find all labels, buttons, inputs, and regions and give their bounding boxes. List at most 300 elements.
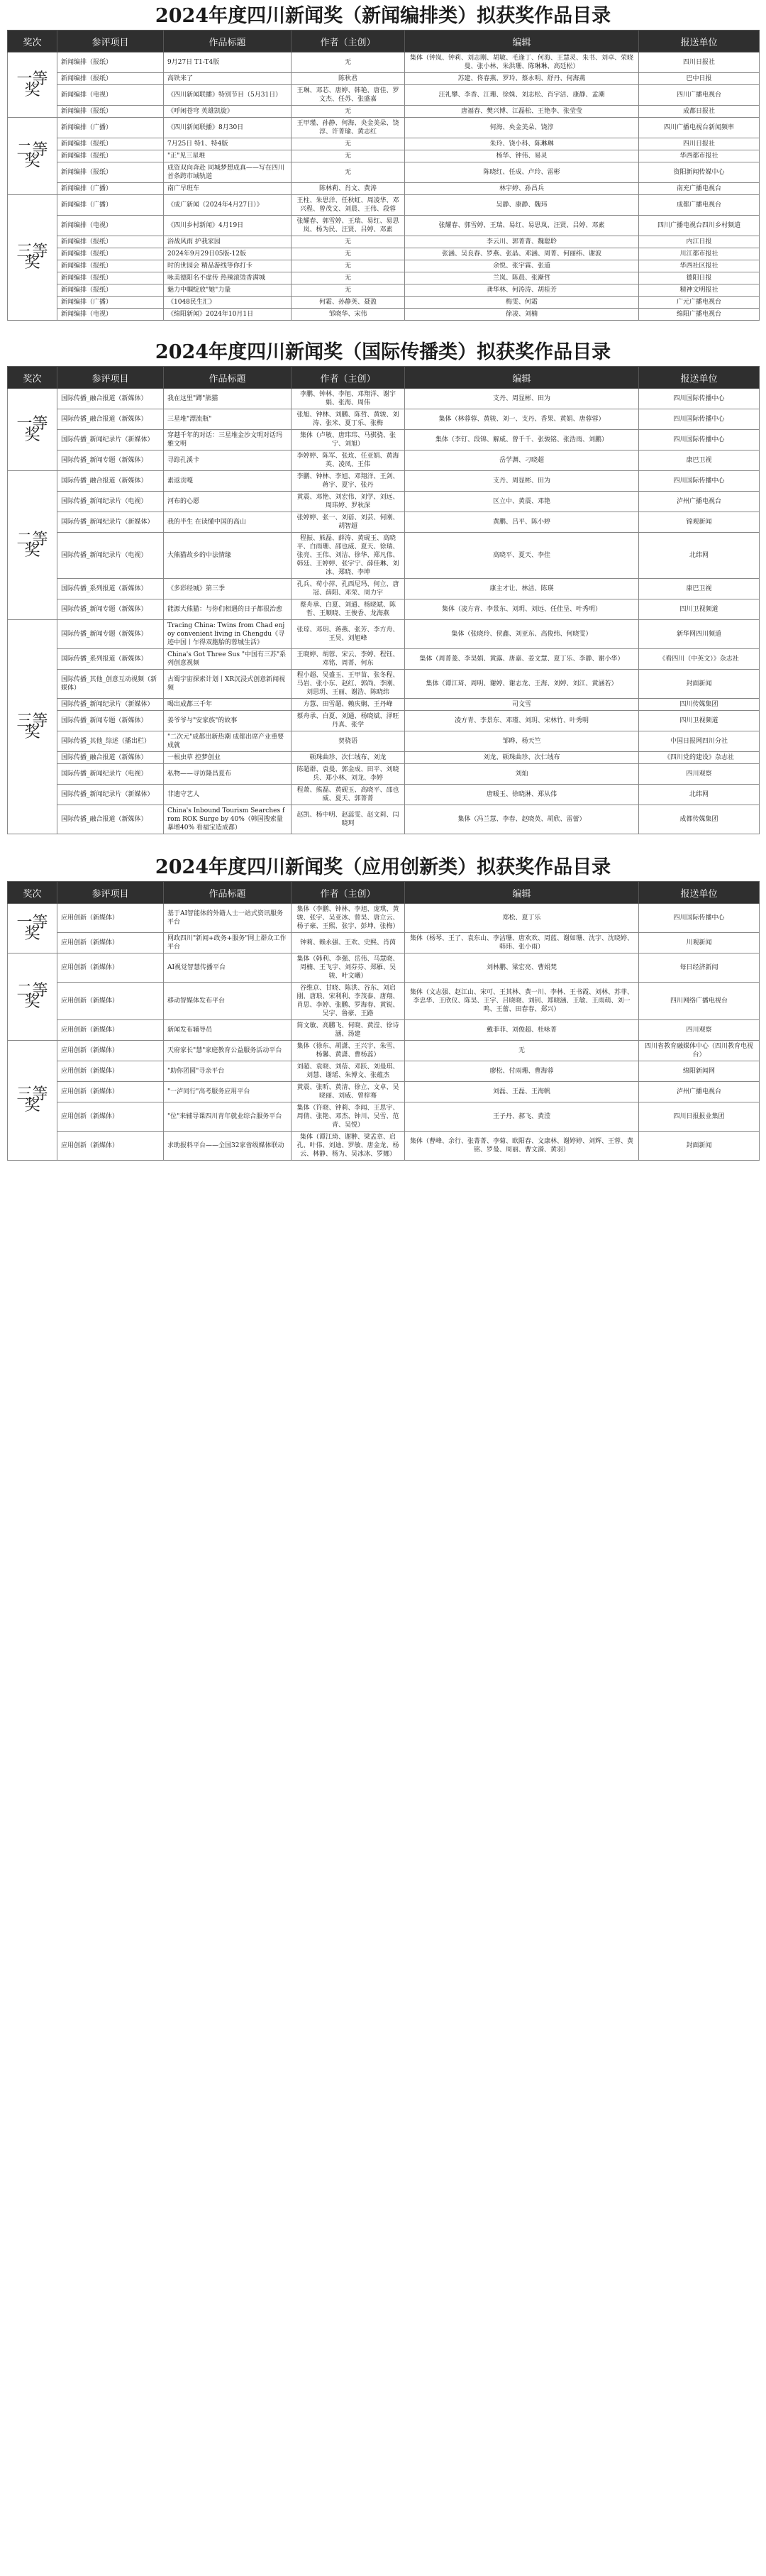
table-header-row xyxy=(8,367,760,389)
editor-cell: 张耀春、郭雪婷、王瑞、易红、易思岚、汪贤、吕婷、邓素 xyxy=(405,216,639,236)
editor-cell: 集体（文志强、赵江山、宋可、王其林、黄一川、李林、王书霞、刘林、苏菲、李忠华、王欣仪、陈昊、王宇、吕晓晓、刘钊、郑晓涵、王敏、王雨萌、刘一鸣、王蕾、田春春、郑兴） xyxy=(405,983,639,1020)
author-cell: 简文敏、高鹏飞、何晓、黄滢、徐诗涵、汤建 xyxy=(292,1020,405,1041)
editor-cell: 集体（林蓉蓉、黄骏、刘一、支丹、香果、黄娟、唐蓉蓉） xyxy=(405,409,639,430)
table-row xyxy=(8,785,760,805)
column-header: 作品标题 xyxy=(164,31,292,52)
award-table-section xyxy=(7,0,759,321)
author-cell: 无 xyxy=(292,236,405,248)
award-rank-cell: 三等奖 xyxy=(8,1041,57,1161)
editor-cell: 刘磊、王磊、王海帆 xyxy=(405,1082,639,1102)
author-cell: 谷维京、甘晓、陈洪、谷东、刘启刚、唐琅、宋利利、李茂泰、唐翔、肖思、李婷、张鹏、罗海春、黄锐、吴宇、鲁豪、王路 xyxy=(292,983,405,1020)
category-cell: 新闻编排（报纸） xyxy=(57,284,164,297)
table-row xyxy=(8,450,760,471)
work-title-cell: 喝出成都三千年 xyxy=(164,699,292,711)
column-header: 奖次 xyxy=(8,31,57,52)
work-title-cell: 穿越千年的对话：三星堆金沙文明对话玛雅文明 xyxy=(164,430,292,450)
table-row xyxy=(8,150,760,162)
work-title-cell: 私物——寻访隆昌夏布 xyxy=(164,764,292,785)
award-table xyxy=(7,30,760,321)
category-cell: 新闻编排（电视） xyxy=(57,85,164,106)
submitting-unit-cell: 每日经济新闻 xyxy=(639,953,760,983)
editor-cell: 汪礼攀、李香、江珊、徐姝、刘志松、肖宇洁、康静、孟潮 xyxy=(405,85,639,106)
author-cell: 张旭、钟林、刘鹏、陈哲、黄骏、刘涛、张米、夏丁乐、张梅 xyxy=(292,409,405,430)
author-cell: 无 xyxy=(292,106,405,118)
award-rank-cell: 三等奖 xyxy=(8,620,57,834)
category-cell: 新闻编排（电视） xyxy=(57,216,164,236)
award-rank-cell: 二等奖 xyxy=(8,953,57,1041)
table-title: 2024年度四川新闻奖（应用创新类）拟获奖作品目录 xyxy=(155,856,611,878)
category-cell: 国际传播_新闻纪录片（新媒体） xyxy=(57,785,164,805)
submitting-unit-cell: 四川国际传播中心 xyxy=(639,471,760,492)
category-cell: 新闻编排（报纸） xyxy=(57,272,164,284)
category-cell: 应用创新（新媒体） xyxy=(57,983,164,1020)
editor-cell: 集体（周菁菱、李昊娟、黄露、唐嘉、姜文慧、夏丁乐、李静、谢小华） xyxy=(405,649,639,670)
submitting-unit-cell: 泸州广播电视台 xyxy=(639,492,760,512)
table-row xyxy=(8,430,760,450)
author-cell: 邹晓华、宋伟 xyxy=(292,309,405,321)
submitting-unit-cell: 泸州广播电视台 xyxy=(639,1082,760,1102)
table-row xyxy=(8,649,760,670)
work-title-cell: AI视觉智慧传播平台 xyxy=(164,953,292,983)
table-row xyxy=(8,579,760,599)
category-cell: 新闻编排（广播） xyxy=(57,183,164,195)
editor-cell: 廖松、付雨珊、曹海蓉 xyxy=(405,1061,639,1082)
author-cell: 蔡舟承、白夏、刘通、杨晓斌、陈哲、王顺晓、王俊香、龙海燕 xyxy=(292,599,405,620)
editor-cell: 兰岚、陈晨、张漸哲 xyxy=(405,272,639,284)
column-header: 参评项目 xyxy=(57,882,164,904)
author-cell: 顿珠曲珍、次仁绒布、刘龙 xyxy=(292,752,405,764)
submitting-unit-cell: 四川卫视频道 xyxy=(639,711,760,731)
submitting-unit-cell: 北纬网 xyxy=(639,785,760,805)
table-row xyxy=(8,85,760,106)
author-cell: 贺骁语 xyxy=(292,731,405,752)
editor-cell: 凌方青、李景东、邓瑾、刘玥、宋林竹、叶秀明 xyxy=(405,711,639,731)
author-cell: 王琳、邓芯、唐婷、韩艳、唐佳、罗文杰、任苏、张盛嘉 xyxy=(292,85,405,106)
submitting-unit-cell: 四川国际传播中心 xyxy=(639,409,760,430)
category-cell: 国际传播_新闻纪录片（电视） xyxy=(57,492,164,512)
submitting-unit-cell: 四川网络广播电视台 xyxy=(639,983,760,1020)
table-row xyxy=(8,162,760,183)
work-title-cell: 《呼闲苍穹 英雄凯旋》 xyxy=(164,106,292,118)
submitting-unit-cell: 四川广播电视台新闻频率 xyxy=(639,118,760,138)
submitting-unit-cell: 华西都市报社 xyxy=(639,150,760,162)
submitting-unit-cell: 资阳新闻传媒中心 xyxy=(639,162,760,183)
work-title-cell: 浴战风雨 护我家园 xyxy=(164,236,292,248)
category-cell: 新闻编排（报纸） xyxy=(57,138,164,150)
work-title-cell: "正"见三星堆 xyxy=(164,150,292,162)
author-cell: 集体（许晓、钟莉、李闻、王思宇、周倩、张艳、邓杰、钟川、吴雪、范青、吴悦） xyxy=(292,1102,405,1132)
category-cell: 国际传播_新闻专题（新媒体） xyxy=(57,599,164,620)
editor-cell: 支丹、周显彬、田为 xyxy=(405,471,639,492)
work-title-cell: 《多彩经城》第三季 xyxy=(164,579,292,599)
category-cell: 新闻编排（广播） xyxy=(57,195,164,216)
award-table-section xyxy=(7,851,759,1161)
editor-cell: 梅雯、何霜 xyxy=(405,297,639,309)
category-cell: 新闻编排（电视） xyxy=(57,309,164,321)
author-cell: 蔡舟承、白夏、刘通、杨晓斌、泽旺丹真、张学 xyxy=(292,711,405,731)
submitting-unit-cell: 川江都市报社 xyxy=(639,248,760,260)
submitting-unit-cell: 内江日报 xyxy=(639,236,760,248)
submitting-unit-cell: 康巴卫视 xyxy=(639,450,760,471)
author-cell: 无 xyxy=(292,162,405,183)
submitting-unit-cell: 成都传媒集团 xyxy=(639,805,760,834)
column-header: 编辑 xyxy=(405,882,639,904)
table-title: 2024年度四川新闻奖（新闻编排类）拟获奖作品目录 xyxy=(155,5,611,27)
column-header: 参评项目 xyxy=(57,31,164,52)
author-cell: 刘超、袁晓、刘蓓、邓跃、刘曼琪、刘慧、谢瑶、朱博文、张蕴杰 xyxy=(292,1061,405,1082)
editor-cell: 吴静、康静、魏玮 xyxy=(405,195,639,216)
table-row xyxy=(8,471,760,492)
category-cell: 应用创新（新媒体） xyxy=(57,904,164,933)
award-rank-cell: 一等奖 xyxy=(8,52,57,118)
submitting-unit-cell: 锦观新闻 xyxy=(639,512,760,533)
column-header: 参评项目 xyxy=(57,367,164,389)
work-title-cell: 魅力中帼绽放"她"力量 xyxy=(164,284,292,297)
author-cell: 张琼、邓玥、蒋燕、张芳、李方舟、王昊、刘旭峰 xyxy=(292,620,405,649)
work-title-cell: 时的世园会 精品游线等你打卡 xyxy=(164,260,292,272)
editor-cell: 集体（凌方青、李景东、刘玥、刘远、任佳呈、叶秀明） xyxy=(405,599,639,620)
table-row xyxy=(8,933,760,953)
author-cell: 李鹏、钟林、李旭、邓翔洋、谢宇娟、张海、周伟 xyxy=(292,389,405,409)
editor-cell: 无 xyxy=(405,1041,639,1061)
category-cell: 国际传播_新闻纪录片（新媒体） xyxy=(57,699,164,711)
category-cell: 应用创新（新媒体） xyxy=(57,1132,164,1161)
award-rank-cell: 一等奖 xyxy=(8,904,57,953)
editor-cell: 区立中、黄震、邓艳 xyxy=(405,492,639,512)
editor-cell: 余悦、张宇霖、张道 xyxy=(405,260,639,272)
submitting-unit-cell: 四川观察 xyxy=(639,1020,760,1041)
submitting-unit-cell: 南充广播电视台 xyxy=(639,183,760,195)
work-title-cell: 基于AI智能体的外籍人士一站式资讯服务平台 xyxy=(164,904,292,933)
work-title-cell: 《1048民生汇》 xyxy=(164,297,292,309)
category-cell: 应用创新（新媒体） xyxy=(57,1082,164,1102)
submitting-unit-cell: 四川广播电视台 xyxy=(639,85,760,106)
award-rank-cell: 二等奖 xyxy=(8,118,57,195)
author-cell: 赵凯、杨中明、赵蕊雯、赵文莉、闫晓珂 xyxy=(292,805,405,834)
author-cell: 张婷婷、张一、刘蓓、刘芸、何刚、胡智超 xyxy=(292,512,405,533)
submitting-unit-cell: 封面新闻 xyxy=(639,670,760,699)
author-cell: 孔兵、苟小萍、孔西尼玛、何立、唐冠、薛阳、邓荣、周力宇 xyxy=(292,579,405,599)
work-title-cell: 素返贡嘎 xyxy=(164,471,292,492)
category-cell: 新闻编排（广播） xyxy=(57,297,164,309)
author-cell: 陈超群、袁曼、郭金成、田平、刘晓兵、郑小林、刘龙、李婷 xyxy=(292,764,405,785)
editor-cell: 张涵、吴良春、罗燕、张晶、邓涵、周菁、何丽纬、谢波 xyxy=(405,248,639,260)
table-row xyxy=(8,492,760,512)
editor-cell: 康主才让、林洁、陈瑛 xyxy=(405,579,639,599)
submitting-unit-cell: 成都日报社 xyxy=(639,106,760,118)
submitting-unit-cell: 四川日报社 xyxy=(639,52,760,73)
work-title-cell: 天府家长"慧"家庭教育公益服务活动平台 xyxy=(164,1041,292,1061)
table-row xyxy=(8,1041,760,1061)
table-row xyxy=(8,73,760,85)
award-table xyxy=(7,881,760,1161)
category-cell: 国际传播_新闻专题（新媒体） xyxy=(57,711,164,731)
editor-cell: 刘龙、顿珠曲珍、次仁绒布 xyxy=(405,752,639,764)
table-row xyxy=(8,195,760,216)
table-row xyxy=(8,752,760,764)
table-row xyxy=(8,272,760,284)
author-cell: 程萧、熊磊、黄砚玉、高晓平、邵也威、夏天、郭菁菁 xyxy=(292,785,405,805)
work-title-cell: 《四川新闻联播》特别节目（5月31日） xyxy=(164,85,292,106)
table-row xyxy=(8,138,760,150)
author-cell: 无 xyxy=(292,248,405,260)
work-title-cell: 《四川乡村新闻》4月19日 xyxy=(164,216,292,236)
award-table-section xyxy=(7,336,759,834)
table-row xyxy=(8,953,760,983)
editor-cell: 支丹、周显彬、田为 xyxy=(405,389,639,409)
editor-cell: 王子丹、郝飞、黄滢 xyxy=(405,1102,639,1132)
submitting-unit-cell: 四川日报报业集团 xyxy=(639,1102,760,1132)
author-cell: 张耀春、郭雪婷、王瑞、易红、易思岚、杨为民、汪贤、吕婷、邓素 xyxy=(292,216,405,236)
category-cell: 国际传播_融合报道（新媒体） xyxy=(57,409,164,430)
submitting-unit-cell: 绵阳新闻网 xyxy=(639,1061,760,1082)
column-header: 报送单位 xyxy=(639,367,760,389)
work-title-cell: 寻踪孔溪卡 xyxy=(164,450,292,471)
work-title-cell: 《四川新闻联播》8月30日 xyxy=(164,118,292,138)
editor-cell: 唐暖玉、徐晓淋、郑从伟 xyxy=(405,785,639,805)
editor-cell: 唐福春、樊兴博、江磊松、王艳李、张莹莹 xyxy=(405,106,639,118)
table-row xyxy=(8,711,760,731)
column-header: 编辑 xyxy=(405,31,639,52)
submitting-unit-cell: 四川卫视频道 xyxy=(639,599,760,620)
category-cell: 国际传播_新闻专题（新媒体） xyxy=(57,620,164,649)
author-cell: 无 xyxy=(292,284,405,297)
table-row xyxy=(8,983,760,1020)
work-title-cell: 大熊猫故乡的中法情缘 xyxy=(164,533,292,579)
author-cell: 黄震、邓艳、刘宏伟、刘学、刘远、周玮婷、罗秋深 xyxy=(292,492,405,512)
table-row xyxy=(8,731,760,752)
table-row xyxy=(8,409,760,430)
table-row xyxy=(8,118,760,138)
author-cell: 程小超、吴盛玉、王甲苗、张冬程、马岩、张小东、赵红、郭尚、李刚、刘思玥、王丽、谢浩、陈晓纬 xyxy=(292,670,405,699)
table-row xyxy=(8,1061,760,1082)
submitting-unit-cell: 四川省教育融媒体中心（四川教育电视台） xyxy=(639,1041,760,1061)
submitting-unit-cell: 四川传媒集团 xyxy=(639,699,760,711)
category-cell: 应用创新（新媒体） xyxy=(57,933,164,953)
work-title-cell: 非遗守艺人 xyxy=(164,785,292,805)
submitting-unit-cell: 绵阳广播电视台 xyxy=(639,309,760,321)
category-cell: 新闻编排（广播） xyxy=(57,118,164,138)
work-title-cell: "助你团圆"寻亲平台 xyxy=(164,1061,292,1082)
table-header-row xyxy=(8,31,760,52)
table-row xyxy=(8,248,760,260)
submitting-unit-cell: 巴中日报 xyxy=(639,73,760,85)
author-cell: 陈林莉、肖文、黄涛 xyxy=(292,183,405,195)
author-cell: 王晓婷、胡蓉、宋云、李婷、程钰、邓铭、周菁、何东 xyxy=(292,649,405,670)
submitting-unit-cell: 《四川党的建设》杂志社 xyxy=(639,752,760,764)
editor-cell: 集体（钟岚、钟莉、刘志刚、胡敏、毛逢丁、何海、王慧灵、朱书、刘卓、荣晓曼、张小林、朱洪珊、陈琳琳、高廷松） xyxy=(405,52,639,73)
column-header: 报送单位 xyxy=(639,882,760,904)
editor-cell: 刘林鹏、梁宏亮、曹娟梵 xyxy=(405,953,639,983)
work-title-cell: "二次元"成都出新热潮 成都出席产业重要成就 xyxy=(164,731,292,752)
column-header: 作品标题 xyxy=(164,367,292,389)
work-title-cell: 《成广新闻（2024年4月27日）》 xyxy=(164,195,292,216)
award-table xyxy=(7,366,760,834)
submitting-unit-cell: 新华网四川频道 xyxy=(639,620,760,649)
category-cell: 新闻编排（报纸） xyxy=(57,150,164,162)
editor-cell: 苏建、佟春燕、罗玲、蔡永明、舒丹、何海燕 xyxy=(405,73,639,85)
category-cell: 新闻编排（报纸） xyxy=(57,248,164,260)
table-row xyxy=(8,260,760,272)
author-cell: 无 xyxy=(292,52,405,73)
work-title-cell: 《绵阳新闻》2024年10月1日 xyxy=(164,309,292,321)
table-header-row xyxy=(8,882,760,904)
work-title-cell: 河布的心愿 xyxy=(164,492,292,512)
submitting-unit-cell: 《看四川（中英文）》杂志社 xyxy=(639,649,760,670)
column-header: 作品标题 xyxy=(164,882,292,904)
category-cell: 新闻编排（报纸） xyxy=(57,52,164,73)
category-cell: 应用创新（新媒体） xyxy=(57,1061,164,1082)
category-cell: 国际传播_新闻专题（新媒体） xyxy=(57,450,164,471)
author-cell: 程振、熊磊、薛涛、黄砚玉、高晓平、白雨珊、邵也威、夏天、徐瑞、张亮、王伟、刘洁、徐华、郑凡伟、韩廷、王婷婷、张宇宁、薛佳琳、刘冰、郑晓、李坤 xyxy=(292,533,405,579)
editor-cell: 集体（曹峰、余行、张菁菁、李菊、欧阳春、文康林、谢婷婷、刘辉、王蓉、黄铭、罗曼、周丽、曹文漪、黄羽） xyxy=(405,1132,639,1161)
work-title-cell: 能源大熊猫：与你们相遇的日子都很治愈 xyxy=(164,599,292,620)
editor-cell: 司文雪 xyxy=(405,699,639,711)
work-title-cell: 新闻发布辅导员 xyxy=(164,1020,292,1041)
editor-cell: 徐凌、刘楠 xyxy=(405,309,639,321)
category-cell: 新闻编排（报纸） xyxy=(57,260,164,272)
table-row xyxy=(8,904,760,933)
author-cell: 何霜、孙静英、聂盈 xyxy=(292,297,405,309)
work-title-cell: 求助报料平台——全国32家省级媒体联动 xyxy=(164,1132,292,1161)
category-cell: 新闻编排（报纸） xyxy=(57,106,164,118)
author-cell: 钟莉、赖永强、王欢、史熙、肖茵 xyxy=(292,933,405,953)
table-row xyxy=(8,52,760,73)
category-cell: 国际传播_融合报道（新媒体） xyxy=(57,389,164,409)
column-header: 作者（主创） xyxy=(292,367,405,389)
submitting-unit-cell: 四川国际传播中心 xyxy=(639,389,760,409)
editor-cell: 集体（谭江琦、周明、谢婷、谢志龙、王海、刘婷、刘江、黄涵若） xyxy=(405,670,639,699)
work-title-cell: 网政四川"新闻+政务+服务"网上群众工作平台 xyxy=(164,933,292,953)
submitting-unit-cell: 精神文明报社 xyxy=(639,284,760,297)
category-cell: 国际传播_新闻纪录片（电视） xyxy=(57,533,164,579)
author-cell: 李婷婷、陈军、张玫、任亚娟、黄海英、凌凤、王伟 xyxy=(292,450,405,471)
author-cell: 黄震、张昕、黄清、徐立、文卓、吴晓丽、刘威、曾梓骞 xyxy=(292,1082,405,1102)
table-row xyxy=(8,599,760,620)
category-cell: 国际传播_其他_创意互动视频（新媒体） xyxy=(57,670,164,699)
table-row xyxy=(8,1082,760,1102)
table-row xyxy=(8,1132,760,1161)
submitting-unit-cell: 封面新闻 xyxy=(639,1132,760,1161)
author-cell: 王柱、朱思洋、任秋虹、周凌华、邓兴程、曾茂文、刘晨、王伟、段蓉 xyxy=(292,195,405,216)
work-title-cell: 姜爷爷与"安家族"的故事 xyxy=(164,711,292,731)
column-header: 报送单位 xyxy=(639,31,760,52)
submitting-unit-cell: 四川国际传播中心 xyxy=(639,904,760,933)
table-row xyxy=(8,764,760,785)
work-title-cell: China's Inbound Tourism Searches from ROK Surge by 40%（韩国搜索量暴增40% 看福宝造成都） xyxy=(164,805,292,834)
work-title-cell: "一泸同行"高考服务应用平台 xyxy=(164,1082,292,1102)
column-header: 编辑 xyxy=(405,367,639,389)
author-cell: 集体（徐东、胡潇、王兴宇、朱雪、杨馨、黄潇、曹杨蕊） xyxy=(292,1041,405,1061)
author-cell: 无 xyxy=(292,138,405,150)
author-cell: 集体（韩利、李强、岳伟、马慧晓、周楠、王飞宇、刘芬芬、郑雁、吴骏、叶文曦） xyxy=(292,953,405,983)
submitting-unit-cell: 四川日报社 xyxy=(639,138,760,150)
submitting-unit-cell: 四川国际传播中心 xyxy=(639,430,760,450)
editor-cell: 岳学渊、刁晓超 xyxy=(405,450,639,471)
category-cell: 国际传播_融合报道（新媒体） xyxy=(57,752,164,764)
editor-cell: 集体（张晓玲、侯鑫、刘亚东、高俊纬、何晓雯） xyxy=(405,620,639,649)
editor-cell: 杨华、钟伟、易灵 xyxy=(405,150,639,162)
editor-cell: 陈晓红、任成、卢玲、雷彬 xyxy=(405,162,639,183)
editor-cell: 集体（李钉、段锦、解威、曾千千、张骏铭、张浩雨、刘鹏） xyxy=(405,430,639,450)
table-row xyxy=(8,1020,760,1041)
author-cell: 无 xyxy=(292,260,405,272)
work-title-cell: 2024年9月29日05版-12版 xyxy=(164,248,292,260)
table-row xyxy=(8,805,760,834)
table-row xyxy=(8,533,760,579)
work-title-cell: 移动智媒体发布平台 xyxy=(164,983,292,1020)
editor-cell: 朱玲、饶小科、陈琳琳 xyxy=(405,138,639,150)
work-title-cell: 一根虫草 控梦创业 xyxy=(164,752,292,764)
editor-cell: 龚华林、何涛涛、胡桂芳 xyxy=(405,284,639,297)
column-header: 奖次 xyxy=(8,367,57,389)
editor-cell: 李云川、郭菁菁、魏聪聆 xyxy=(405,236,639,248)
submitting-unit-cell: 中国日报网四川分社 xyxy=(639,731,760,752)
submitting-unit-cell: 成都广播电视台 xyxy=(639,195,760,216)
category-cell: 应用创新（新媒体） xyxy=(57,1041,164,1061)
work-title-cell: 7月25日 特1、特4版 xyxy=(164,138,292,150)
editor-cell: 刘灿 xyxy=(405,764,639,785)
work-title-cell: 咏美德阳名不虚传 热辣滚烫香满城 xyxy=(164,272,292,284)
editor-cell: 集体（杨琴、王了、袁东山、李洁珊、唐欢欢、周蓝、谢如珊、沈宇、沈晓婷、韩玮、张小雨） xyxy=(405,933,639,953)
submitting-unit-cell: 四川广播电视台四川乡村频道 xyxy=(639,216,760,236)
category-cell: 应用创新（新媒体） xyxy=(57,1102,164,1132)
work-title-cell: 古蜀宇宙探索计划丨XR沉浸式创意新闻视频 xyxy=(164,670,292,699)
award-rank-cell: 二等奖 xyxy=(8,471,57,620)
submitting-unit-cell: 德阳日报 xyxy=(639,272,760,284)
column-header: 奖次 xyxy=(8,882,57,904)
category-cell: 新闻编排（报纸） xyxy=(57,236,164,248)
author-cell: 王甲瑾、孙静、何海、央金美朵、饶淳、许菁瑜、黄志红 xyxy=(292,118,405,138)
table-row xyxy=(8,1102,760,1132)
submitting-unit-cell: 广元广播电视台 xyxy=(639,297,760,309)
column-header: 作者（主创） xyxy=(292,882,405,904)
table-row xyxy=(8,389,760,409)
category-cell: 国际传播_系列报道（新媒体） xyxy=(57,579,164,599)
category-cell: 国际传播_融合报道（新媒体） xyxy=(57,471,164,492)
editor-cell: 黄鹏、吕平、陈小婷 xyxy=(405,512,639,533)
author-cell: 方慧、田雪超、赖庆娴、王丹峰 xyxy=(292,699,405,711)
submitting-unit-cell: 川观新闻 xyxy=(639,933,760,953)
work-title-cell: 南广早班车 xyxy=(164,183,292,195)
author-cell: 集体（谭江琦、谢翀、梁孟章、启孔、叶伟、刘迪、罗敏、唐金龙、杨云、林静、杨为、吴冰冰、罗娜） xyxy=(292,1132,405,1161)
editor-cell: 何海、央金美朵、饶淳 xyxy=(405,118,639,138)
author-cell: 集体（卢敏、唐玮玮、马骐骁、张宁、刘旭） xyxy=(292,430,405,450)
table-title: 2024年度四川新闻奖（国际传播类）拟获奖作品目录 xyxy=(155,341,611,363)
table-row xyxy=(8,309,760,321)
work-title-cell: China's Got Three Sus "中国有三苏"系列创意视频 xyxy=(164,649,292,670)
author-cell: 集体（李鹏、钟林、李旭、庞琪、黄骏、张宇、吴亚冰、曾昊、唐立云、杨子豪、王熙、张宇、彭坤、张梅） xyxy=(292,904,405,933)
table-row xyxy=(8,512,760,533)
submitting-unit-cell: 北纬网 xyxy=(639,533,760,579)
category-cell: 新闻编排（报纸） xyxy=(57,162,164,183)
category-cell: 国际传播_其他_综述（播出栏） xyxy=(57,731,164,752)
work-title-cell: 高铁来了 xyxy=(164,73,292,85)
table-row xyxy=(8,670,760,699)
category-cell: 新闻编排（报纸） xyxy=(57,73,164,85)
table-row xyxy=(8,297,760,309)
category-cell: 国际传播_新闻纪录片（电视） xyxy=(57,764,164,785)
author-cell: 无 xyxy=(292,272,405,284)
category-cell: 国际传播_新闻纪录片（新媒体） xyxy=(57,512,164,533)
table-row xyxy=(8,699,760,711)
editor-cell: 郑松、夏丁乐 xyxy=(405,904,639,933)
editor-cell: 戴菲菲、刘俊超、杜咏菁 xyxy=(405,1020,639,1041)
work-title-cell: "位"来辅导课四川青年就业综合服务平台 xyxy=(164,1102,292,1132)
work-title-cell: Tracing China: Twins from Chad enjoy convenient living in Chengdu《寻迹中国丨乍得双胞胎的蓉城生活》 xyxy=(164,620,292,649)
editor-cell: 集体（冯兰慧、李春、赵晓英、胡欣、雷蕾） xyxy=(405,805,639,834)
work-title-cell: 我在这里"蹲"熊猫 xyxy=(164,389,292,409)
